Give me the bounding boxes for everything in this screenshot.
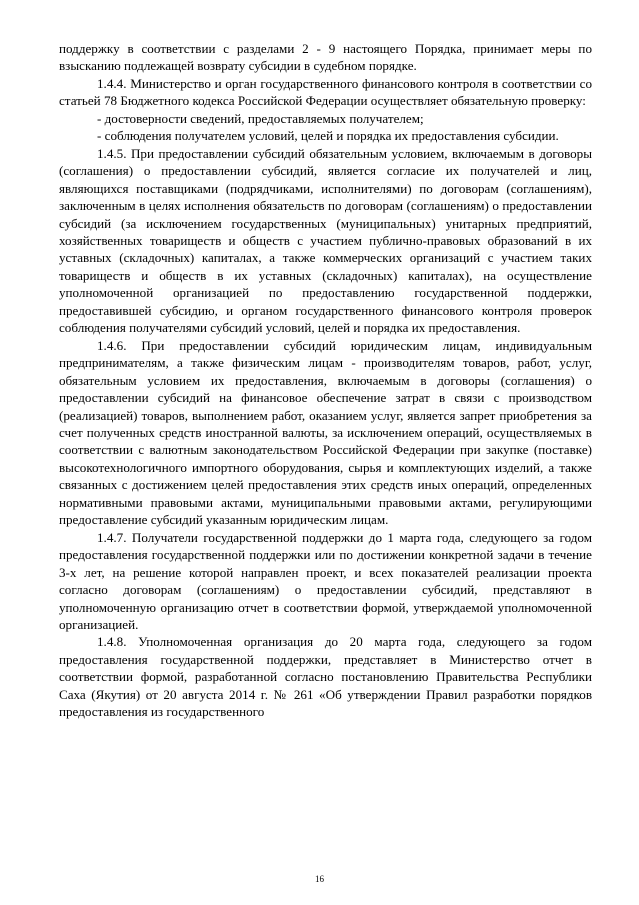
document-page: [59, 40, 592, 721]
paragraph-1-4-7: 1.4.7. Получатели государственной поддержки до 1 марта года, следующего за годом предоставления государственной поддержки или по достижении конкретной задачи в течение 3-х лет, на решение которой направлен проект, и всех показателей реализации проекта согласно договорам (соглашениям) о предоставлении субсидий, представляют в уполномоченную организацию отчет в соответствии формой, утверждаемой уполномоченной организацией.: [59, 529, 592, 632]
list-item-compliance: - соблюдения получателем условий, целей и порядка их предоставления субсидии.: [97, 128, 559, 144]
list-item-reliability: - достоверности сведений, предоставляемых получателем;: [97, 110, 424, 126]
paragraph-1-4-4: 1.4.4. Министерство и орган государственного финансового контроля в соответствии со статьей 78 Бюджетного кодекса Российской Федерации осуществляет обязательную проверку:: [59, 75, 592, 109]
paragraph-continuation: поддержку в соответствии с разделами 2 - 9 настоящего Порядка, принимает меры по взысканию подлежащей возврату субсидии в судебном порядке.: [59, 41, 592, 74]
paragraph-1-4-8: 1.4.8. Уполномоченная организация до 20 марта года, следующего за годом предоставления государственной поддержки, представляет в Министерство отчет в соответствии формой, разработанной согласно постановлению Правительства Республики Саха (Якутия) от 20 августа 2014 г. № 261 «Об утверждении Правил разработки порядков предоставления из государственного: [59, 634, 592, 720]
paragraph-1-4-6: 1.4.6. При предоставлении субсидий юридическим лицам, индивидуальным предпринимателям, а также физическим лицам - производителям товаров, работ, услуг, обязательным условием их предоставления, включаемым в договоры (соглашения) о предоставлении субсидий на финансовое обеспечение затрат в связи с производством (реализацией) товаров, выполнением работ, оказанием услуг, является запрет приобретения за счет полученных средств иностранной валюты, за исключением операций, осуществляемых в соответствии с валютным законодательством Российской Федерации при закупке (поставке) высокотехнологичного импортного оборудования, сырья и комплектующих изделий, а также связанных с достижением целей предоставления этих средств иных операций, определенных нормативными правовыми актами, муниципальными правовыми актами, регулирующими предоставление субсидий указанным юридическим лицам.: [59, 337, 592, 528]
paragraph-1-4-5: 1.4.5. При предоставлении субсидий обязательным условием, включаемым в договоры (соглашения) о предоставлении субсидий, является согласие их получателей и лиц, являющихся поставщиками (подрядчиками, исполнителями) по договорам (соглашениям), заключенным в целях исполнения обязательств по договорам (соглашениям) о предоставлении субсидий (за исключением государственных (муниципальных) унитарных предприятий, хозяйственных товариществ и обществ с участием публично-правовых образований в их уставных (складочных) капиталах, а также коммерческих организаций с участием таких товариществ и обществ в их уставных (складочных) капиталах), на осуществление уполномоченной организацией по предоставлению государственной поддержки, предоставившей субсидию, и органом государственного финансового контроля проверок соблюдения получателями субсидий условий, целей и порядка их предоставления.: [59, 145, 592, 336]
page-number: 16: [315, 874, 324, 884]
